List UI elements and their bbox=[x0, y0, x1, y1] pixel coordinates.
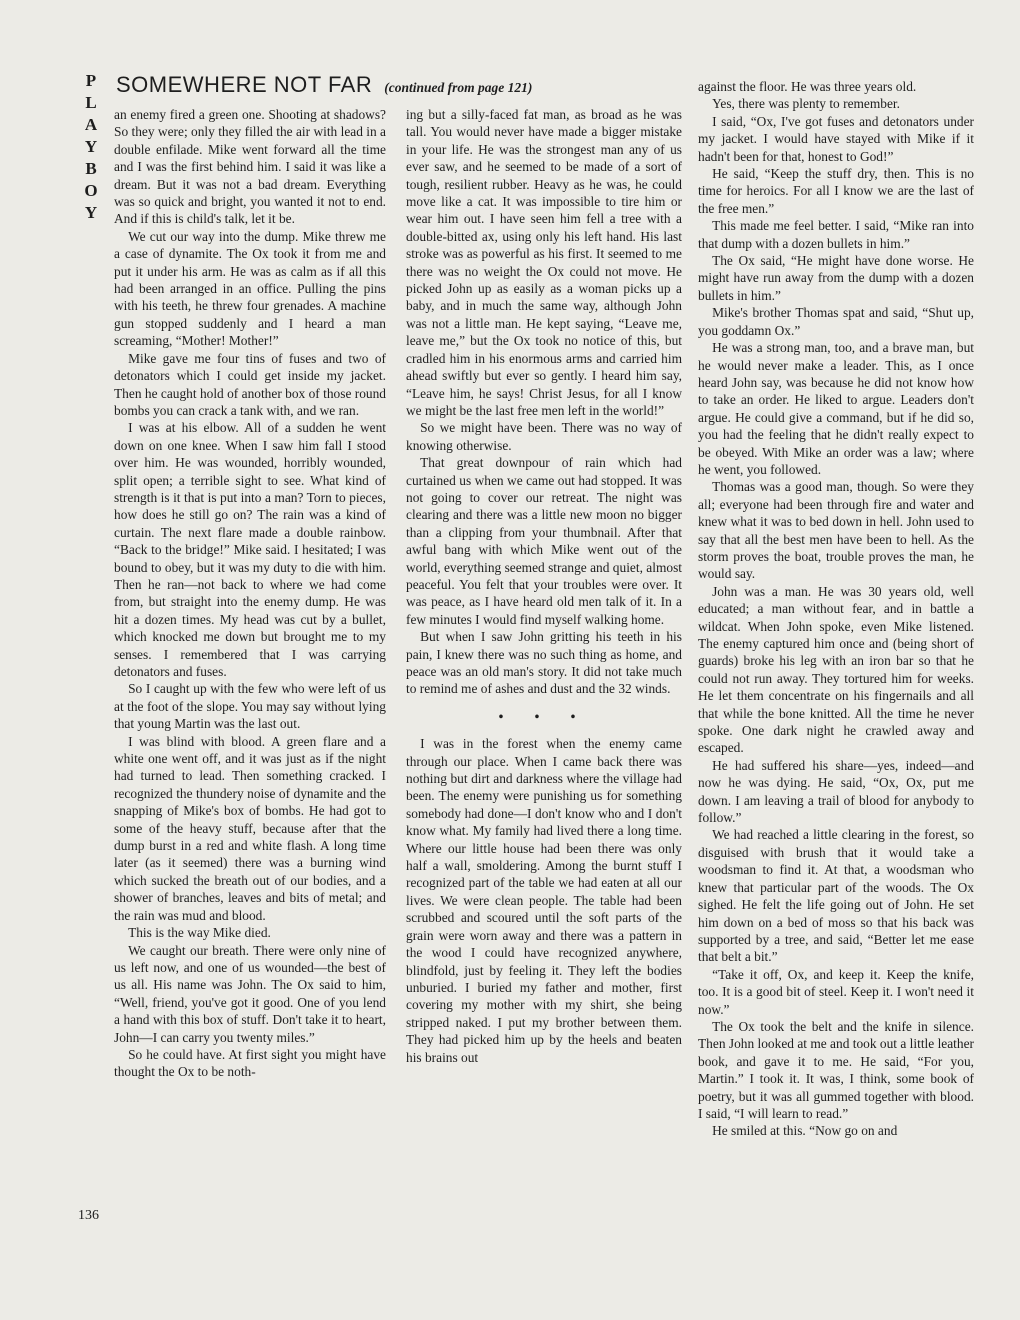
section-break: • • • bbox=[498, 708, 590, 724]
story-title: SOMEWHERE NOT FAR bbox=[116, 72, 373, 97]
paragraph: So he could have. At first sight you might have thought the Ox to be noth- bbox=[114, 1046, 386, 1080]
text-column-1 bbox=[114, 106, 386, 1081]
side-letter: Y bbox=[84, 203, 98, 222]
paragraph: I was in the forest when the enemy came through our place. When I came back there was nothing but dirt and darkness where the village had been. The enemy were punishing us for something somebody had done—I don't know who and I don't know what. My family had lived there a long time. Where our little house had been there was only half a wall, smoldering. Among the burnt stuff I recognized part of the table we had eaten at all our lives. We were clean people. The table had been scrubbed and scoured until the soft parts of the grain were worn away and there was a pattern in the wood I could have recognized anywhere, blindfold, just by feeling it. They left the bodies unburied. I buried my father and mother, first covering my mother with my shirt, she being stripped naked. I put my brother between them. They had picked him up by the heels and beaten his brains out bbox=[406, 736, 682, 1065]
paragraph: Thomas was a good man, though. So were they all; everyone had been through fire and water and knew what it was to bed down in hell. John used to say that all the best men have been to hell. As the storm proves the boat, trouble proves the man, he would say. bbox=[698, 479, 974, 582]
paragraph: He said, “Keep the stuff dry, then. This is no time for heroics. For all I know we are the last of the free men.” bbox=[698, 166, 974, 216]
paragraph: an enemy fired a green one. Shooting at shadows? So they were; only they filled the air with lead in a double enfilade. Mike went forward all the time and I was the first behind him. I said it was like a dream. But it was not a bad dream. Everything was so quick and bright, you wanted it not to end. And if this is child's talk, let it be. bbox=[114, 107, 386, 227]
paragraph: The Ox said, “He might have done worse. He might have run away from the dump with a dozen bullets in him.” bbox=[698, 253, 974, 303]
paragraph: That great downpour of rain which had curtained us when we came out had stopped. It was not going to cover our retreat. The night was clearing and there was a little new moon no bigger than a clipping from your thumbnail. After that awful bang with which Mike went out of the world, everything seemed strange and quiet, almost peaceful. You felt that your troubles were over. It was peace, as I have heard old men talk of it. In a few minutes I would find myself walking home. bbox=[406, 455, 682, 627]
paragraph: He smiled at this. “Now go on and bbox=[712, 1123, 898, 1139]
continued-note: (continued from page 121) bbox=[384, 80, 533, 95]
side-letter: L bbox=[85, 93, 97, 112]
paragraph: Mike gave me four tins of fuses and two of detonators which I could get inside my jacket. Then he caught hold of another box of those round bombs you can crack a tank with, and we ran. bbox=[114, 350, 386, 418]
paragraph: The Ox took the belt and the knife in silence. Then John looked at me and took out a little leather book, and gave it to me. He said, “For you, Martin.” I took it. It was, I think, some book of poetry, but it was all gummed together with blood. I said, “I will learn to read.” bbox=[698, 1018, 974, 1121]
paragraph: This is the way Mike died. bbox=[128, 925, 271, 941]
paragraph: So we might have been. There was no way of knowing otherwise. bbox=[406, 420, 682, 453]
paragraph: I said, “Ox, I've got fuses and detonators under my jacket. I would have stayed with Mike if it hadn't been for that, honest to God!” bbox=[698, 113, 974, 164]
paragraph: But when I saw John gritting his teeth in his pain, I knew there was no such thing as home, and peace was an old man's story. It did not take much to remind me of ashes and dust and the 32 winds. bbox=[406, 629, 682, 697]
paragraph: He had suffered his share—yes, indeed—and now he was dying. He said, “Ox, Ox, put me down. I am leaving a trail of blood for anybody to follow.” bbox=[698, 757, 974, 826]
side-letter: B bbox=[85, 159, 97, 178]
text-column-3 bbox=[698, 78, 974, 1140]
paragraph: I was blind with blood. A green flare and a white one went off, and it was just as if the night had turned to lead. Then something cracked. I recognized the thundery noise of dynamite and the snapping of Mike's box of bombs. He had got to some of the heavy stuff, because after that the dump burst in a red and white flash. A long time later (as it seemed) there was a burning wind which sucked the breath out of our bodies, and a shower of branches, leaves and bits of metal; and the rain was mud and blood. bbox=[114, 733, 386, 923]
paragraph: Yes, there was plenty to remember. bbox=[712, 96, 900, 112]
side-letter: P bbox=[85, 71, 97, 90]
paragraph: He was a strong man, too, and a brave man, but he would never make a leader. This, as I once heard John say, was because he did not know how to take an order. He liked to argue. Leaders don't argue. He could give a command, but if he did so, you had the feeling that he didn't really expect to be obeyed. With Mike an order was a law; where he went, you followed. bbox=[698, 340, 974, 477]
side-letter: A bbox=[84, 115, 98, 134]
paragraph: We cut our way into the dump. Mike threw me a case of dynamite. The Ox took it from me and put it under his arm. He was as calm as if all this had been arranged in an office. Pulling the pins with his teeth, he threw four grenades. A machine gun stopped suddenly and I heard a man screaming, “Mother! Mother!” bbox=[114, 228, 386, 349]
side-letter: O bbox=[84, 181, 98, 200]
paragraph: “Take it off, Ox, and keep it. Keep the knife, too. It is a good bit of steel. Keep it. I won't need it now.” bbox=[698, 966, 974, 1017]
paragraph: We had reached a little clearing in the forest, so disguised with brush that it would take a woodsman to find it. At that, a woodsman who knew that particular part of the woods. The Ox sighed. He felt the life going out of John. He set him down on a bed of moss so that his back was supported by a tree, and said, “Better let me ease that belt a bit.” bbox=[698, 827, 974, 965]
paragraph: This made me feel better. I said, “Mike ran into that dump with a dozen bullets in him.” bbox=[698, 218, 974, 251]
text-column-2 bbox=[406, 106, 682, 1066]
story-headline bbox=[116, 72, 532, 98]
paragraph: I was at his elbow. All of a sudden he went down on one knee. When I saw him fall I stood over him. He was wounded, horribly wounded, split open; a terrible sight to see. What kind of strength is it that is put into a man? Torn to pieces, how does he still go on? The rain was a kind of curtain. The next flare made a double rainbow. “Back to the bridge!” Mike said. I hesitated; I was bound to obey, but it was my duty to die with him. Then he ran—not back to where we had come from, but straight into the enemy dump. He was hit a dozen times. My head was cut by a bullet, which knocked me down but brought me to my senses. I remembered that I was carrying detonators and fuses. bbox=[114, 420, 386, 679]
paragraph: We caught our breath. There were only nine of us left now, and one of us wounded—the best of us all. His name was John. The Ox said to him, “Well, friend, you've got it good. One of you lend a hand with this box of stuff. Don't take it to heart, John—I can carry you twenty miles.” bbox=[114, 942, 386, 1045]
paragraph: ing but a silly-faced fat man, as broad as he was tall. You would never have made a bigger mistake in your life. He was the strongest man any of us ever saw, and he seemed to be made of a sort of tough, resilient rubber. Heavy as he was, he could move like a cat. It was impossible to tire him or wear him out. I have seen him fell a tree with a double-bitted ax, using only his left hand. His last stroke was as powerful as his first. It seemed to me there was no weight the Ox could not move. He picked John up as easily as a woman picks up a baby, and in much the same way, although John was not a little man. He kept saying, “Leave me, leave me,” but the Ox took no notice of this, but cradled him in his enormous arms and carried him ahead swiftly but ever so gently. I heard him say, “Leave him, he says! Christ Jesus, for all I know we might be the last free men left in the world!” bbox=[406, 107, 682, 418]
paragraph: Mike's brother Thomas spat and said, “Shut up, you goddamn Ox.” bbox=[698, 305, 974, 338]
page-number: 136 bbox=[78, 1208, 99, 1223]
side-letter: Y bbox=[84, 137, 98, 156]
paragraph: against the floor. He was three years old. bbox=[698, 79, 917, 94]
paragraph: John was a man. He was 30 years old, well educated; a man without fear, and in battle a wildcat. When John spoke, even Mike listened. The enemy captured him once and (being short of guards) broke his leg with an iron bar so that he could not run away. They tortured him for weeks. He let them concentrate on his fingernails and all that while the bone knitted. All the time he never spoke. One dark night he crawled away and escaped. bbox=[698, 583, 974, 756]
paragraph: So I caught up with the few who were left of us at the foot of the slope. You may say without lying that young Martin was the last out. bbox=[114, 681, 386, 732]
magazine-name-vertical bbox=[78, 70, 104, 224]
